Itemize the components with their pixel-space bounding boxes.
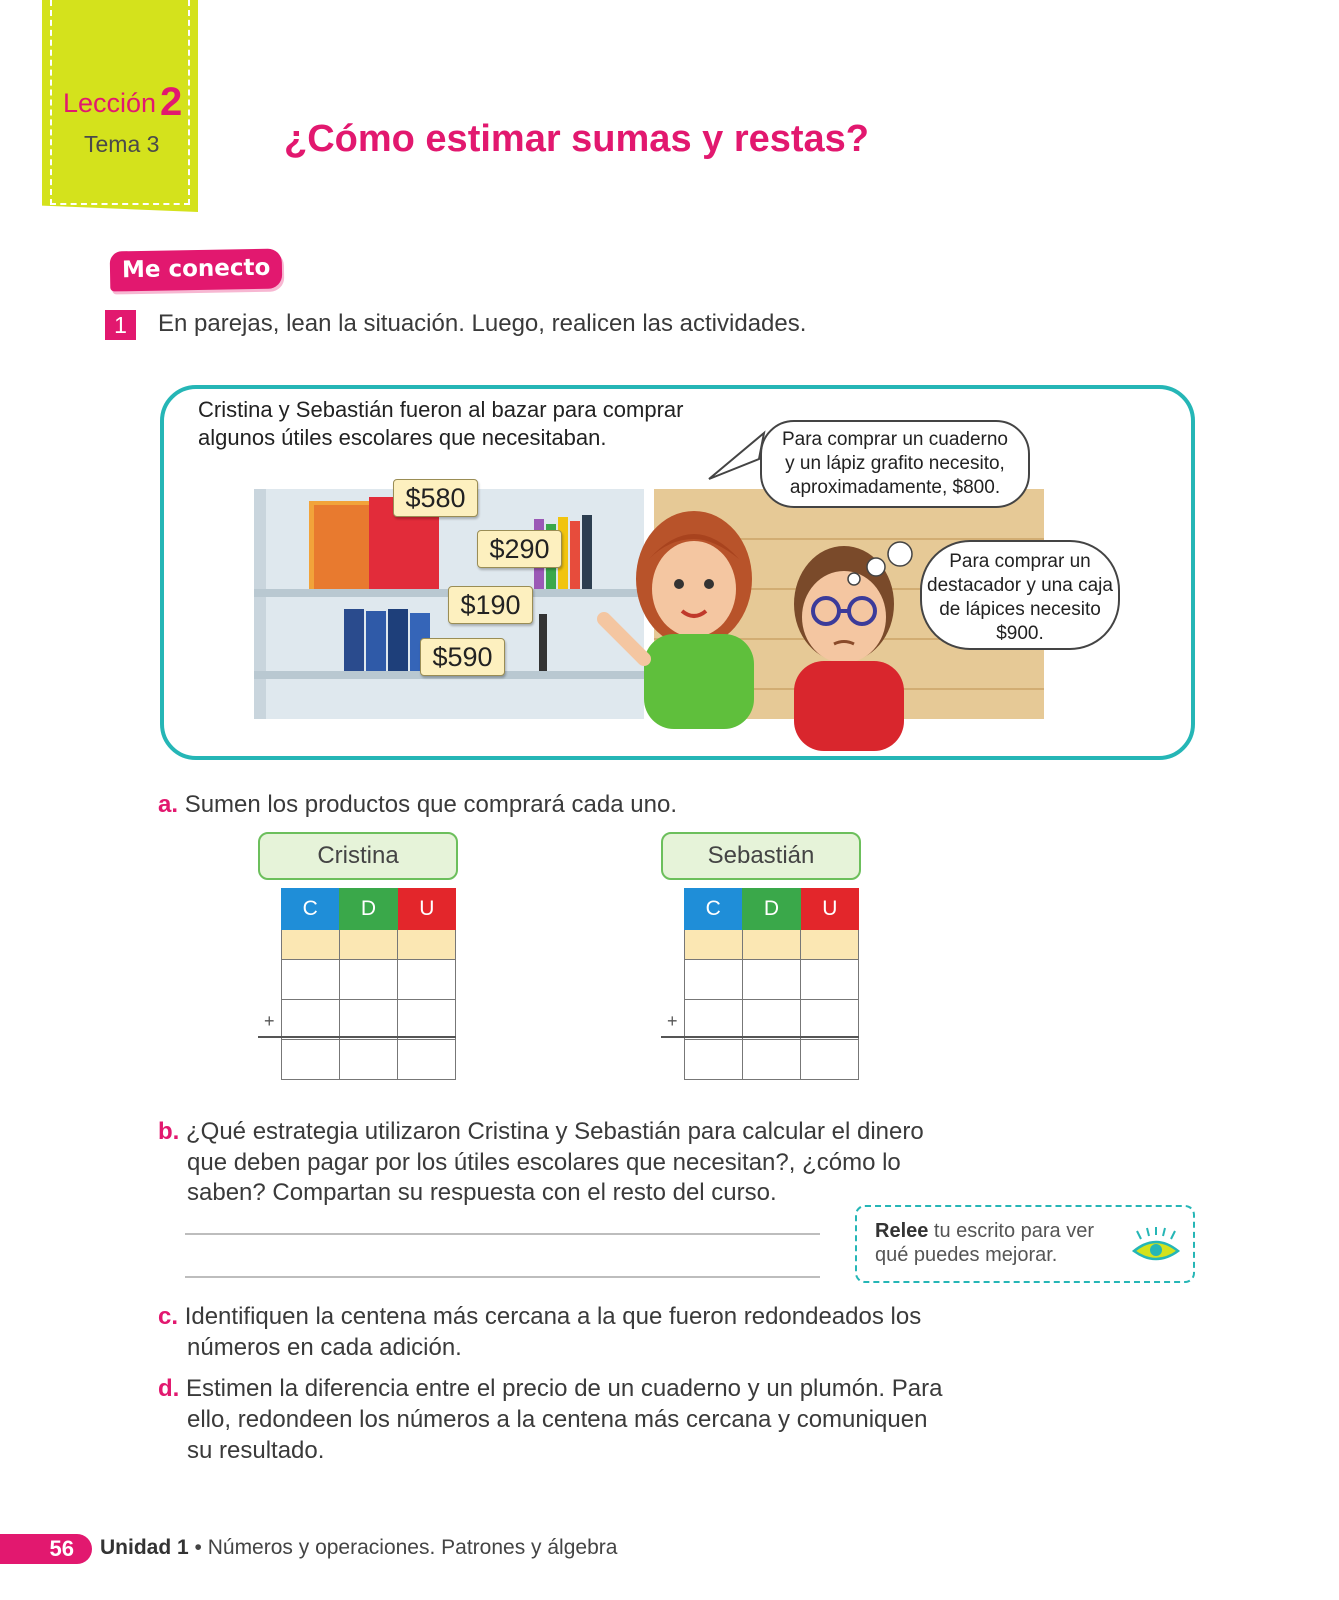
digit-cell[interactable] bbox=[282, 1000, 340, 1040]
scene-intro bbox=[198, 396, 683, 452]
sum-line bbox=[661, 1036, 859, 1038]
carry-cell[interactable] bbox=[743, 930, 801, 960]
digit-cell[interactable] bbox=[801, 960, 859, 1000]
question-text: Identifiquen la centena más cercana a la que fueron redondeados los bbox=[184, 1303, 922, 1330]
question-a bbox=[158, 790, 677, 820]
question-text: Estimen la diferencia entre el precio de un cuaderno y un plumón. Para bbox=[186, 1375, 943, 1402]
header-centenas: C bbox=[281, 888, 339, 930]
lesson-number: 2 bbox=[160, 80, 183, 124]
question-b-line: que deben pagar por los útiles escolares que necesitan?, ¿cómo lo bbox=[187, 1149, 901, 1176]
page-title: ¿Cómo estimar sumas y restas? bbox=[284, 118, 870, 160]
price-tag-marker: $290 bbox=[477, 530, 562, 568]
result-cell[interactable] bbox=[398, 1040, 456, 1080]
footer-separator: • bbox=[188, 1536, 208, 1559]
result-cell[interactable] bbox=[282, 1040, 340, 1080]
topic-label: Tema 3 bbox=[84, 131, 160, 157]
tip-text: qué puedes mejorar. bbox=[875, 1244, 1058, 1266]
result-cell[interactable] bbox=[801, 1040, 859, 1080]
question-text: ¿Qué estrategia utilizaron Cristina y Sebastián para calcular el dinero bbox=[186, 1118, 924, 1145]
digit-cell[interactable] bbox=[398, 1000, 456, 1040]
sebastian-place-value-table bbox=[684, 888, 859, 1080]
footer-topic: Números y operaciones. Patrones y álgebra bbox=[207, 1536, 618, 1559]
digit-cell[interactable] bbox=[282, 960, 340, 1000]
question-letter: c. bbox=[158, 1303, 179, 1330]
question-d-line: ello, redondeen los números a la centena más cercana y comuniquen bbox=[187, 1406, 928, 1433]
speech-line: y un lápiz grafito necesito, bbox=[785, 453, 1005, 474]
question-d bbox=[158, 1374, 942, 1404]
carry-cell[interactable] bbox=[685, 930, 743, 960]
thought-line: destacador y una caja bbox=[927, 575, 1113, 596]
price-tag-notebook: $580 bbox=[393, 479, 478, 517]
section-badge: Me conecto bbox=[110, 248, 283, 291]
header-centenas: C bbox=[684, 888, 742, 930]
price-tag-pencil: $190 bbox=[448, 586, 533, 624]
lesson-label: Lección bbox=[63, 88, 157, 118]
speech-line: aproximadamente, $800. bbox=[789, 477, 1001, 498]
tip-box bbox=[855, 1205, 1195, 1283]
price-tag-pencil-box: $590 bbox=[420, 638, 505, 676]
question-b-line: saben? Compartan su respuesta con el resto del curso. bbox=[187, 1179, 777, 1206]
cristina-label: Cristina bbox=[258, 832, 458, 880]
digit-cell[interactable] bbox=[685, 1000, 743, 1040]
plus-sign: + bbox=[264, 1011, 275, 1031]
tip-text: tu escrito para ver bbox=[928, 1220, 1094, 1242]
carry-cell[interactable] bbox=[282, 930, 340, 960]
thought-line: de lápices necesito bbox=[939, 599, 1101, 620]
digit-cell[interactable] bbox=[743, 960, 801, 1000]
digit-cell[interactable] bbox=[340, 960, 398, 1000]
digit-cell[interactable] bbox=[340, 1000, 398, 1040]
header-decenas: D bbox=[742, 888, 800, 930]
question-d-line: su resultado. bbox=[187, 1437, 325, 1464]
speech-line: Para comprar un cuaderno bbox=[781, 429, 1008, 450]
header-unidades: U bbox=[398, 888, 456, 930]
header-decenas: D bbox=[339, 888, 397, 930]
digit-cell[interactable] bbox=[398, 960, 456, 1000]
pencil bbox=[539, 614, 547, 671]
activity-instruction: En parejas, lean la situación. Luego, realicen las actividades. bbox=[158, 310, 807, 337]
answer-line[interactable] bbox=[185, 1233, 820, 1235]
plus-sign: + bbox=[667, 1011, 678, 1031]
digit-cell[interactable] bbox=[685, 960, 743, 1000]
tip-bold: Relee bbox=[875, 1220, 929, 1242]
scene-intro-line: algunos útiles escolares que necesitaban. bbox=[198, 425, 607, 450]
question-letter: b. bbox=[158, 1118, 180, 1145]
eye-icon bbox=[1131, 1227, 1181, 1267]
header-unidades: U bbox=[801, 888, 859, 930]
question-b bbox=[158, 1117, 924, 1147]
activity-number: 1 bbox=[105, 310, 136, 340]
digit-cell[interactable] bbox=[743, 1000, 801, 1040]
speech-bubble-cristina bbox=[760, 420, 1030, 508]
result-cell[interactable] bbox=[340, 1040, 398, 1080]
answer-line[interactable] bbox=[185, 1276, 820, 1278]
carry-cell[interactable] bbox=[340, 930, 398, 960]
sebastian-label: Sebastián bbox=[661, 832, 861, 880]
result-cell[interactable] bbox=[685, 1040, 743, 1080]
sum-line bbox=[258, 1036, 456, 1038]
thought-line: Para comprar un bbox=[949, 551, 1091, 572]
thought-bubble-sebastian bbox=[920, 540, 1120, 650]
footer-unit: Unidad 1 bbox=[100, 1536, 189, 1559]
question-letter: a. bbox=[158, 791, 179, 818]
digit-cell[interactable] bbox=[801, 1000, 859, 1040]
question-letter: d. bbox=[158, 1375, 180, 1402]
carry-cell[interactable] bbox=[398, 930, 456, 960]
page-number: 56 bbox=[0, 1534, 92, 1564]
thought-line: $900. bbox=[996, 623, 1044, 644]
scene-intro-line: Cristina y Sebastián fueron al bazar para comprar bbox=[198, 397, 684, 422]
footer-unit-info bbox=[100, 1536, 617, 1560]
question-c bbox=[158, 1302, 921, 1332]
carry-cell[interactable] bbox=[801, 930, 859, 960]
question-c-line: números en cada adición. bbox=[187, 1334, 462, 1361]
cristina-place-value-table bbox=[281, 888, 456, 1080]
result-cell[interactable] bbox=[743, 1040, 801, 1080]
question-text: Sumen los productos que comprará cada uno. bbox=[184, 791, 677, 818]
